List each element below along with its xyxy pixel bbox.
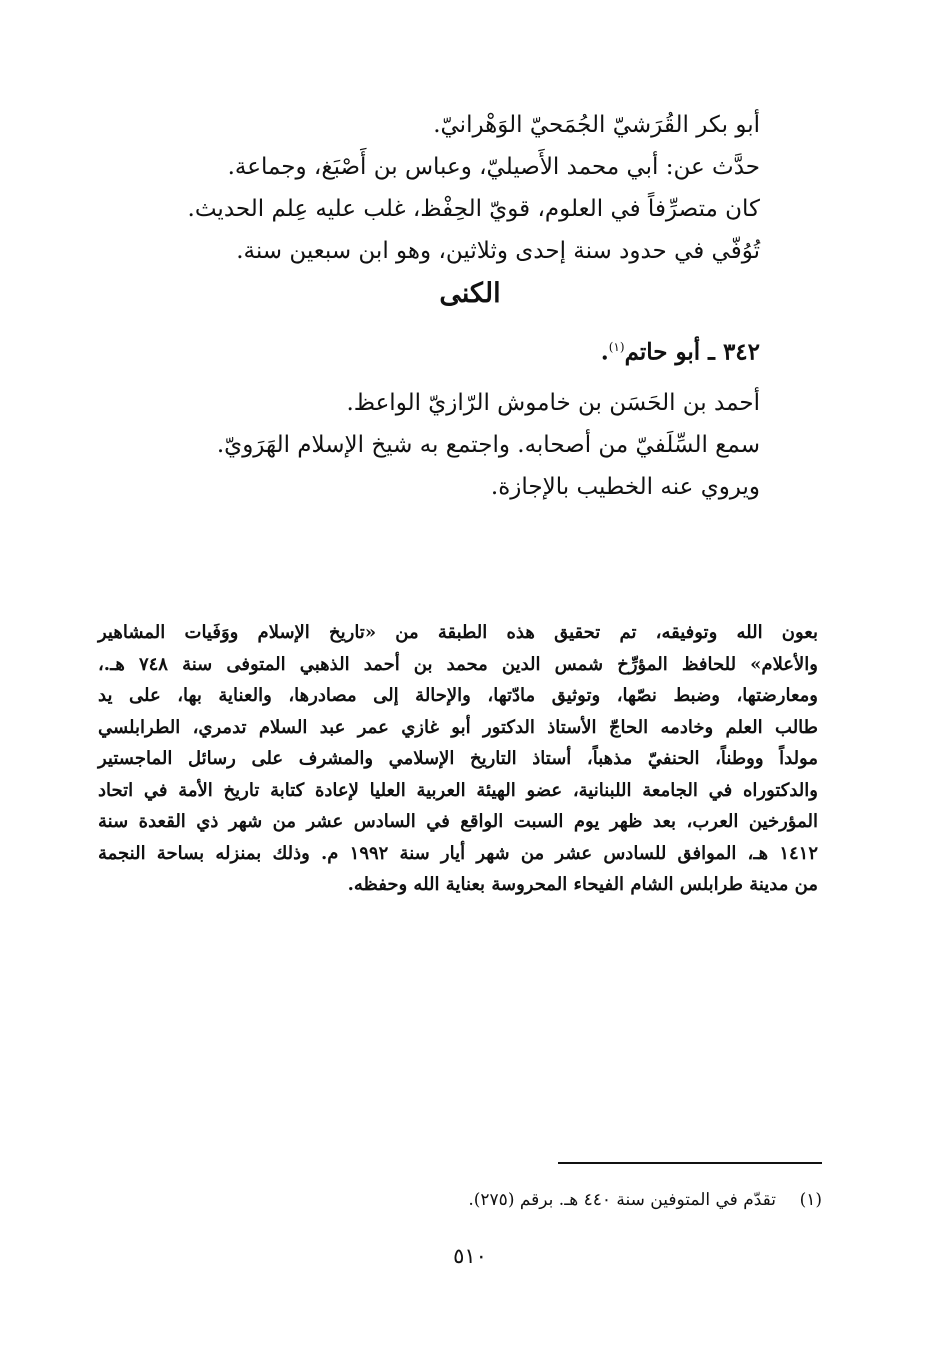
footnote-divider <box>558 1162 822 1164</box>
entry-line: ويروي عنه الخطيب بالإجازة. <box>490 473 760 500</box>
bio-line: تُوُفّي في حدود سنة إحدى وثلاثين، وهو ابن سبعين سنة. <box>236 238 760 264</box>
colophon-paragraph <box>98 617 818 901</box>
colophon-line: من مدينة طرابلس الشام الفيحاء المحروسة بعناية الله وحفظه. <box>347 874 818 895</box>
footnote-reference: (١) <box>608 340 625 354</box>
colophon-line: المؤرخين العرب، بعد ظهر يوم السبت الواقع في السادس عشر من شهر ذي القعدة سنة <box>98 811 818 832</box>
entry-title-end: . <box>600 338 609 366</box>
footnote <box>122 1186 822 1214</box>
entry-block <box>140 326 760 508</box>
bio-line: كان متصرِّفاً في العلوم، قويّ الحِفْظ، غلب عليه عِلم الحديث. <box>187 196 760 222</box>
colophon-line: بعون الله وتوفيقه، تم تحقيق هذه الطبقة من «تاريخ الإسلام ووَفَيات المشاهير <box>98 622 818 643</box>
entry-line: أحمد بن الحَسَن بن خاموش الرّازيّ الواعظ. <box>346 389 760 416</box>
colophon-line: والدكتوراه في الجامعة اللبنانية، عضو الهيئة العربية العليا لإعادة كتابة تاريخ الأمة في اتحاد <box>98 779 818 801</box>
section-heading: الكنى <box>439 278 501 309</box>
colophon-line: ومعارضتها، وضبط نصّها، وتوثيق مادّتها، والإحالة إلى مصادرها، والعناية بها، على يد <box>98 685 818 706</box>
colophon-line: ١٤١٢ هـ، الموافق للسادس عشر من شهر أيار سنة ١٩٩٢ م. وذلك بمنزله بساحة النجمة <box>98 842 818 864</box>
entry-title <box>140 326 760 374</box>
colophon-line: والأعلام» للحافظ المؤرِّخ شمس الدين محمد بن أحمد الذهبي المتوفى سنة ٧٤٨ هـ.، <box>98 653 819 675</box>
colophon-line: طالب العلم وخادمه الحاجّ الأستاذ الدكتور أبو غازي عمر عبد السلام تدمري، الطرابلسي <box>98 716 818 738</box>
biography-block <box>140 104 760 272</box>
footnote-number: (١) <box>799 1190 822 1210</box>
bio-line: حدَّث عن: أبي محمد الأَصيليّ، وعباس بن أَصْبَغ، وجماعة. <box>227 154 760 180</box>
entry-title-text: ٣٤٢ ـ أبو حاتم <box>624 338 760 366</box>
page-number: ٥١٠ <box>453 1244 487 1268</box>
footnote-text: تقدّم في المتوفين سنة ٤٤٠ هـ. برقم (٢٧٥). <box>468 1190 776 1210</box>
entry-line: سمع السِّلَفيّ من أصحابه. واجتمع به شيخ الإسلام الهَرَويّ. <box>216 431 760 458</box>
bio-line: أبو بكر القُرَشيّ الجُمَحيّ الوَهْرانيّ. <box>433 112 760 138</box>
colophon-line: مولداً ووطناً، الحنفيّ مذهباً، أستاذ التاريخ الإسلامي والمشرف على رسائل الماجستير <box>98 748 818 769</box>
